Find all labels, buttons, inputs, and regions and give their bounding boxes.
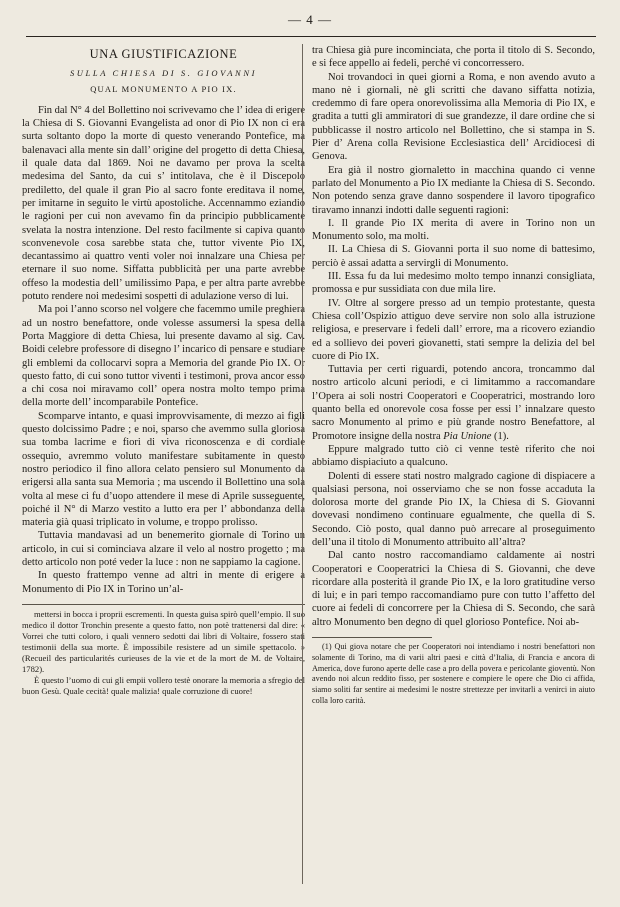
footnote-paragraph: È questo l’uomo di cui gli empii vollero testè onorare la memoria a sfregio del buon Gesù. Quale cecità! quale malizia! quale corruzione di cuore!: [22, 674, 305, 696]
paragraph: Eppure malgrado tutto ciò ci venne testè riferito che noi abbiamo dispiaciuto a qualcuno.: [312, 443, 595, 469]
footnote-paragraph: (1) Qui giova notare che per Cooperatori noi intendiamo i nostri benefattori non solamente di Torino, ma di varii altri paesi e città d’Italia, di Francia e ancora di America, dove furono aperte delle case a pro della povera e pericolante gioventù. Non avendo noi alcun reddito fisso, per sostenere e compiere le opere che Dio ci affida, siamo soliti far sentire ai medesimi le nostre strettezze per invitarli a venirci in aiuto colla loro carità.: [312, 642, 595, 706]
paragraph: Fin dal N° 4 del Bollettino noi scrivevamo che l’ idea di erigere la Chiesa di S. Giovanni Evangelista ad onor di Pio IX non ci era surta soltanto dopo la morte di questo venerando Pontefice, ma balenavaci alla mente sin dall’ origine del progetto di detta Chiesa, il quale data dal 1869. Noi ne davamo per prova la scelta medesima del Santo, da cui s’ intitolava, che è il Discepolo prediletto, del quale il gran Pio al sacro fonte ereditava il nome, per imitarne in seguito le virtù apostoliche. Accennammo eziandio le ragioni per cui non avevamo fin da principio pubblicamente svelata la nostra intenzione. Del resto facilmente si capiva quanto sconvenevole cosa sarebbe stata che, tuttor vivente Pio IX, decantassimo ai quattro venti voler noi innalzare una Chiesa per eternare il suo nome. Siffatta pubblicità per una parte avrebbe offeso la modestia dell’ umilissimo Papa, e per altra parte avrebbe potuto rendere noi medesimi sospetti di adulazione verso di lui.: [22, 104, 306, 303]
paragraph: Scomparve intanto, e quasi improvvisamente, di mezzo ai figli questo dolcissimo Padre ; e noi, sparso che avemmo sulla gloriosa sua tomba lacrime e fiori di viva riconoscenza e di cordiale ossequio, avremmo voluto manifestare subitamente in questo nostro periodico il fino allora celato pensiero sul Monumento da erigersi alla santa sua Memoria ; ma uscendo il Bollettino una sola volta al mese ci fu d’uopo attendere il mese di Aprile susseguente, poiché il N° di Marzo vestito a lutto era per l’ abbondanza della materia già quasi triplicato in volume, e troppo prolisso.: [22, 410, 305, 529]
paragraph: Tuttavia mandavasi ad un benemerito giornale di Torino un articolo, in cui si cominciava alzare il velo al nostro progetto ; ma detto articolo non poté veder la luce : non ne sappiamo la cagione.: [22, 530, 305, 568]
header-rule: [26, 36, 596, 37]
page-number: — 4 —: [288, 12, 332, 27]
paragraph-pia-unione: Tuttavia per certi riguardi, potendo ancora, troncammo dal nostro articolo alcuni periodi, e ci limitammo a raccomandare l’Opera ai soli nostri Cooperatori e Cooperatrici, mostrando loro quanto bella ed onorevole cosa fosse per essi l’ innalzare questo sacro Monumento al primo e più grande nostro Benefattore, al Promotore insigne della nostra Pia Unione (1).: [312, 364, 595, 442]
article-subtitle: SULLA CHIESA DI S. GIOVANNI: [69, 68, 258, 79]
left-column: [22, 44, 305, 697]
paragraph: tra Chiesa già pure incominciata, che porta il titolo di S. Secondo, e si fece appello ai fedeli, perché vi concorressero.: [312, 45, 595, 70]
list-item: III. Essa fu da lui medesimo molto tempo innanzi consigliata, promossa e pur sussidiata con due mila lire.: [312, 271, 595, 296]
paragraph: Noi trovandoci in quei giorni a Roma, e non avendo avuto a mano nè i giornali, nè gli scritti che davano siffatta notizia, credemmo di fare opera onorevolissima alla Memoria di Pio IX, e gradita a tutti gli ammiratori di sue grandezze, il dare ordine che si pubblicasse il nostro articolo nel Bollettino, che si stampa in S. Pier d’ Arena colla Revisione Ecclesiastica dell’ Arcidiocesi di Genova.: [312, 71, 595, 163]
list-item: I. Il grande Pio IX merita di avere in Torino non un Monumento solo, ma molti.: [312, 217, 595, 243]
column-divider: [302, 44, 303, 884]
footnote-continuation: [22, 609, 305, 697]
paragraph: In questo frattempo venne ad altri in mente di erigere a Monumento di Pio IX in Torino un’al-: [22, 570, 305, 595]
article-title: UNA GIUSTIFICAZIONE: [89, 47, 238, 61]
list-item: IV. Oltre al sorgere presso ad un tempio protestante, questa Chiesa coll’Ospizio attiguo deve servire non solo alla istruzione religiosa, e preservare i fedeli dall’ errore, ma a ricovero eziandio ed a sollievo dei poveri giovanetti, stati sempre la delizia del bel cuore di Pio IX.: [312, 297, 595, 362]
footnote: [312, 642, 595, 707]
list-item: II. La Chiesa di S. Giovanni porta il suo nome di battesimo, perciò è assai adatta a servirgli di Monumento.: [312, 244, 595, 269]
pia-unione-text: Pia Unione: [443, 430, 492, 442]
paragraph: Dolenti di essere stati nostro malgrado cagione di dispiacere a qualsiasi persona, noi osserviamo che se non fosse accaduta la dolorosa morte del grande Pio IX, la Chiesa di S. Giovanni dovevasi nondimeno continuare egualmente, che quella di S. Secondo. Ciò posto, qual danno può arrecare al proseguimento dell’una il titolo di Monumento attribuito all’altra?: [312, 470, 595, 548]
footnote-rule: [22, 604, 305, 605]
article-subtitle-2: QUAL MONUMENTO A PIO IX.: [90, 83, 237, 94]
footnote-paragraph: mettersi in bocca i proprii escrementi. In questa guisa spirò quell’empio. Il suo medico il dottor Tronchin presente a questo fatto, non potè trattenersi dal dire: « Vorrei che tutti coloro, i quali vennero sedotti dai libri di Voltaire, fossero stati testimonii della sua morte. È impossibile resistere ad un simile spettacolo. » (Recueil des particularités curieuses de la vie et de la mort de M. de Voltaire, 1782).: [22, 608, 305, 674]
paragraph: Era già il nostro giornaletto in macchina quando ci venne parlato del Monumento a Pio IX mediante la Chiesa di S. Secondo. Non potendo senza grave danno sospendere il lavoro tipografico tiravamo innanzi indotti dalle seguenti ragioni:: [312, 164, 595, 216]
paragraph: Dal canto nostro raccomandiamo caldamente ai nostri Cooperatori e Cooperatrici la Chiesa di S. Giovanni, che deve ricordare alla posterità il grande Pio IX, e la loro gratitudine verso di lui; e in pari tempo raccomandiamo pure con tutto l’affetto del cuore ai fedeli di concorrere per la Chiesa di S. Secondo, che sarà altro Monumento ben degno di quel glorioso Pontefice. Noi ab-: [312, 550, 595, 628]
paragraph: Ma poi l’anno scorso nel volgere che facemmo umile preghiera ad un nostro benefattore, onde volesse assumersi la spesa della Porta Maggiore di detta Chiesa, lui presente davamo al sig. Cav. Boidi celebre professore di disegno l’ incarico di pensare e studiare gli emblemi da collocarvi sopra a Memoria del grande Pio IX. Or questo fatto, di cui sono tuttor viventi i testimoni, prova ancor esso a chi cosa noi miravamo coll’ opera nostra molto tempo prima della morte dell’ incomparabile Pontefice.: [22, 304, 305, 409]
footnote-rule: [312, 637, 432, 638]
right-column: [312, 44, 595, 707]
